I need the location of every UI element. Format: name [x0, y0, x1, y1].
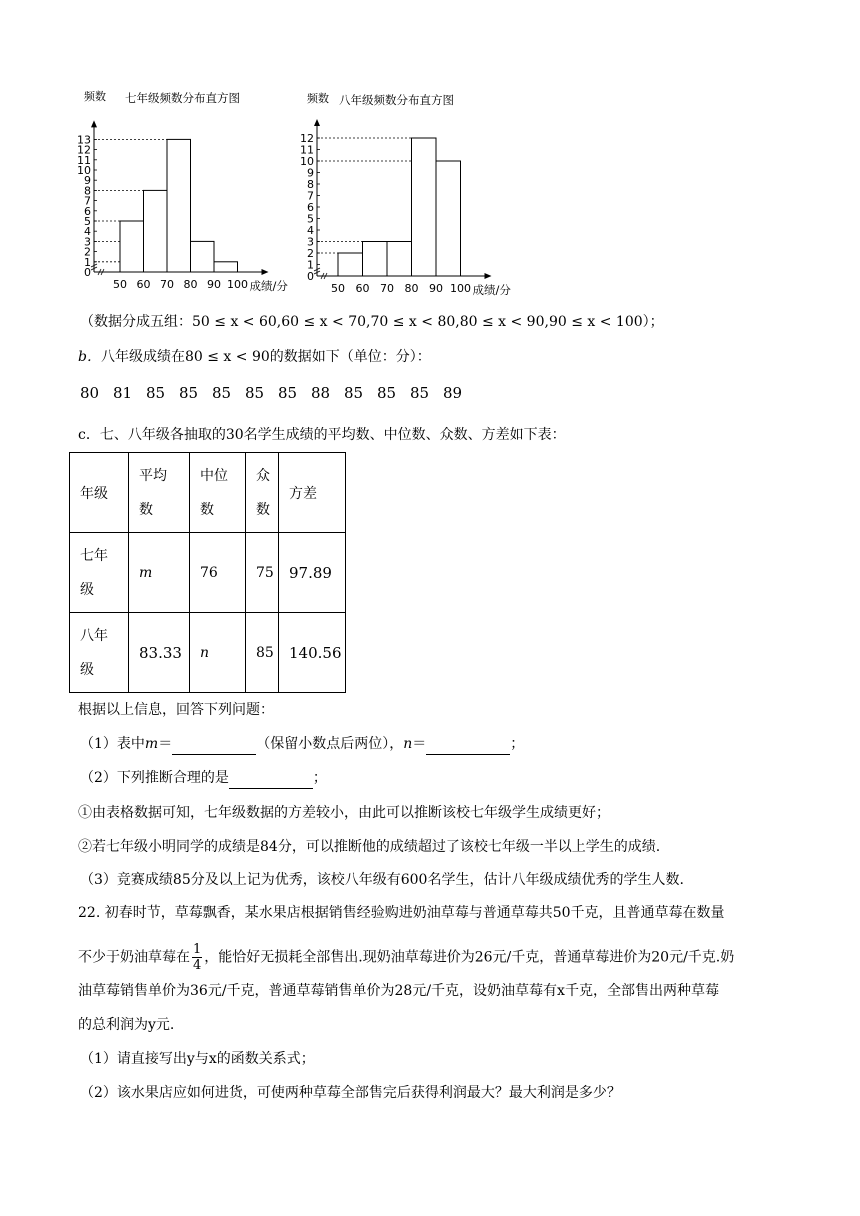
y-axis-label: 频数	[84, 90, 106, 103]
question-3: （3）竞赛成绩85分及以上记为优秀，该校八年级有600名学生，估计八年级成绩优秀的学生人数.	[80, 872, 684, 888]
row8-mode: 85	[246, 613, 279, 693]
y-tick-label: 1	[84, 255, 91, 269]
b-data-value: 85	[410, 384, 430, 402]
b-data-value: 85	[146, 384, 166, 402]
y-tick-label: 9	[307, 166, 314, 180]
y-tick-label: 10	[77, 164, 91, 177]
histogram-bar	[167, 139, 191, 272]
histogram-bar	[144, 190, 168, 272]
problem-22-line2: 不少于奶油草莓在 $\frac{1}{4}$ ，能恰好无损耗全部售出.现奶油草莓进价为26元/千克，普通草莓进价为20元/千克.奶	[78, 942, 735, 973]
y-tick-label: 7	[307, 189, 314, 203]
problem-22-line1: 22. 初春时节，草莓飘香，某水果店根据销售经验购进奶油草莓与普通草莓共50千克，且普通草莓在数量	[78, 905, 725, 921]
row7-mode: 75	[246, 533, 279, 613]
histogram-bar	[412, 138, 437, 276]
x-axis-arrow	[262, 269, 269, 275]
row8-median: n	[190, 613, 246, 693]
x-axis-label: 成绩/分	[249, 279, 288, 293]
fraction-one-quarter: $\frac{1}{4}$	[193, 942, 202, 973]
b-data-row	[80, 383, 476, 403]
b-data-value: 89	[443, 384, 463, 402]
row8-grade: 八年 级	[70, 613, 129, 693]
y-tick-label: 5	[84, 215, 91, 228]
y-tick-label: 13	[77, 133, 91, 147]
b-data-value: 85	[212, 384, 232, 402]
histogram-bar	[120, 221, 144, 272]
histogram-grade7	[70, 78, 290, 303]
x-tick-label: 100	[227, 278, 248, 291]
row7-grade: 七年 级	[70, 533, 129, 613]
problem-22-line3: 油草莓销售单价为36元/千克，普通草莓销售单价为28元/千克，设奶油草莓有x千克，全部售出两种草莓	[78, 983, 719, 999]
y-tick-label: 8	[84, 184, 91, 198]
b-data-value: 88	[311, 384, 331, 402]
answer-intro: 根据以上信息，回答下列问题：	[78, 702, 274, 718]
y-tick-label: 4	[307, 224, 314, 237]
x-tick-label: 70	[380, 282, 394, 295]
problem-22-line4: 的总利润为y元.	[78, 1017, 175, 1033]
row7-median: 76	[190, 533, 246, 613]
y-tick-label: 6	[307, 201, 314, 214]
x-axis-arrow	[485, 273, 492, 279]
y-tick-label: 0	[307, 270, 314, 283]
x-axis-label: 成绩/分	[472, 283, 511, 297]
question-2: （2）下列推断合理的是 ；	[80, 768, 327, 789]
y-tick-label: 10	[300, 155, 314, 168]
b-data-value: 85	[179, 384, 199, 402]
x-tick-label: 90	[207, 278, 221, 291]
y-tick-label: 2	[84, 245, 91, 259]
item-c: c．七、八年级各抽取的30名学生成绩的平均数、中位数、众数、方差如下表：	[78, 427, 566, 443]
x-tick-label: 90	[429, 282, 443, 295]
histogram-bar	[363, 242, 388, 277]
header-grade: 年级	[70, 453, 129, 533]
row7-variance: 97.89	[279, 533, 346, 613]
row7-mean: m	[129, 533, 190, 613]
b-data-value: 85	[344, 384, 364, 402]
q2-option-1: ①由表格数据可知，七年级数据的方差较小，由此可以推断该校七年级学生成绩更好；	[78, 805, 610, 821]
y-tick-label: 7	[84, 194, 91, 208]
answer-blank-q2[interactable]	[229, 768, 313, 789]
y-tick-label: 12	[77, 143, 91, 157]
y-tick-label: 4	[84, 225, 91, 239]
y-axis-label: 频数	[307, 92, 329, 105]
header-mean: 平均 数	[129, 453, 190, 533]
b-data-value: 85	[245, 384, 265, 402]
x-tick-label: 50	[331, 282, 345, 295]
y-tick-label: 5	[307, 212, 314, 226]
x-tick-label: 60	[355, 282, 370, 295]
answer-blank-m[interactable]	[172, 734, 256, 755]
y-axis-arrow	[314, 119, 320, 126]
y-tick-label: 8	[307, 178, 314, 191]
x-tick-label: 80	[183, 278, 198, 291]
histogram-bar	[214, 262, 238, 272]
y-tick-label: 2	[307, 247, 314, 260]
answer-blank-n[interactable]	[426, 734, 510, 755]
x-tick-label: 80	[404, 282, 419, 295]
header-variance: 方差	[279, 453, 346, 533]
b-data-value: 81	[113, 384, 133, 402]
y-tick-label: 11	[300, 143, 314, 157]
b-data-value: 85	[278, 384, 298, 402]
b-data-value: 80	[80, 384, 100, 402]
histogram-bar	[436, 161, 461, 276]
problem-22-q2: （2）该水果店应如何进货，可使两种草莓全部售完后获得利润最大？最大利润是多少？	[80, 1085, 621, 1101]
y-tick-label: 12	[300, 132, 314, 145]
y-tick-label: 11	[77, 153, 91, 167]
item-b-text: 八年级成绩在80 ≤ x < 90的数据如下（单位：分）：	[100, 349, 431, 365]
chart-title: 七年级频数分布直方图	[125, 91, 240, 105]
question-1: （1）表中m＝ （保留小数点后两位），n＝ ；	[80, 734, 524, 755]
x-tick-label: 70	[160, 278, 174, 291]
problem-22-q1: （1）请直接写出y与x的函数关系式；	[80, 1051, 315, 1067]
y-tick-label: 1	[307, 258, 314, 272]
chart-title: 八年级频数分布直方图	[339, 93, 454, 107]
y-axis-arrow	[91, 120, 97, 127]
b-data-value: 85	[377, 384, 397, 402]
histogram-grade8	[295, 78, 525, 303]
item-b	[78, 347, 431, 367]
x-tick-label: 50	[113, 278, 127, 291]
y-tick-label: 6	[84, 204, 91, 218]
histogram-bar	[191, 241, 215, 272]
y-tick-label: 3	[84, 235, 91, 249]
x-tick-label: 100	[450, 282, 471, 295]
row8-variance: 140.56	[279, 613, 346, 693]
stats-table	[69, 452, 346, 693]
x-tick-label: 60	[136, 278, 151, 291]
histogram-bar	[387, 242, 412, 277]
groups-note: （数据分成五组：50 ≤ x < 60,60 ≤ x < 70,70 ≤ x < 80,80 ≤ x < 90,90 ≤ x < 100）；	[80, 314, 664, 330]
header-mode: 众 数	[246, 453, 279, 533]
y-tick-label: 3	[307, 235, 314, 249]
item-b-label: b．	[78, 349, 101, 365]
histogram-bar	[338, 253, 363, 276]
header-median: 中位 数	[190, 453, 246, 533]
q2-option-2: ②若七年级小明同学的成绩是84分，可以推断他的成绩超过了该校七年级一半以上学生的成绩.	[78, 839, 661, 855]
y-tick-label: 0	[84, 266, 91, 279]
row8-mean: 83.33	[129, 613, 190, 693]
y-tick-label: 9	[84, 174, 91, 188]
